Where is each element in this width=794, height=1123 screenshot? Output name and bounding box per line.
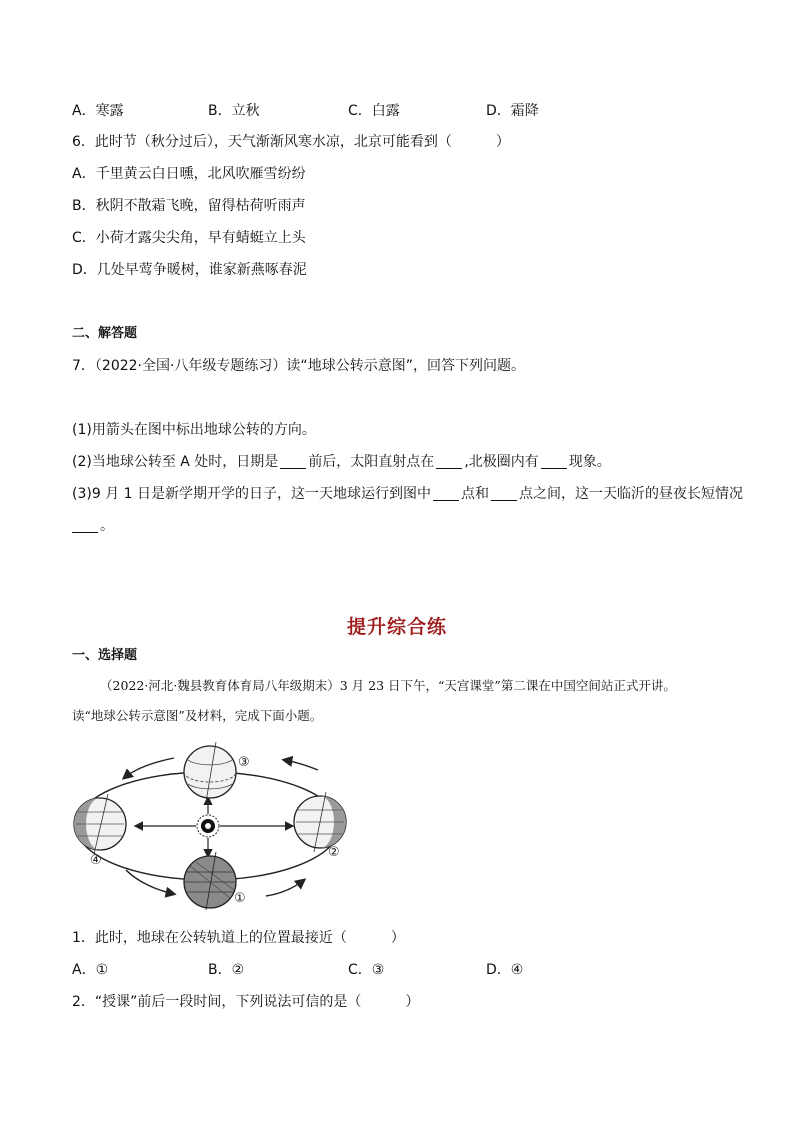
answer-blank[interactable] [72, 517, 98, 533]
q7-part1: (1)用箭头在图中标出地球公转的方向。 [72, 422, 316, 438]
q1-stem: 1．此时，地球在公转轨道上的位置最接近（ ） [72, 930, 405, 946]
orbit-arrow-icon [284, 760, 318, 770]
q1-option-c: C．③ [348, 962, 385, 978]
orbit-arrow-icon [126, 870, 174, 894]
section-title-improve: 提升综合练 [346, 616, 447, 638]
q7-part3: (3)9 月 1 日是新学期开学的日子，这一天地球运行到图中 点和 点之间，这一天临沂的昼夜长短情况 [72, 486, 743, 502]
material-line-2: 读“地球公转示意图”及材料，完成下面小题。 [72, 708, 323, 723]
answer-blank[interactable] [436, 453, 462, 469]
sun-icon [197, 815, 219, 837]
earth-globe-icon [294, 792, 346, 852]
q5-option-c: C．白露 [348, 103, 400, 119]
answer-blank[interactable] [280, 453, 306, 469]
q1-option-d: D．④ [486, 962, 524, 978]
q6-stem: 6．此时节（秋分过后），天气渐渐风寒水凉，北京可能看到（ ） [72, 134, 510, 150]
earth-revolution-diagram [66, 738, 366, 914]
answer-blank[interactable] [491, 485, 517, 501]
q5-option-b: B．立秋 [208, 103, 260, 119]
position-label-2: ② [328, 845, 340, 860]
q6-option-b: B．秋阴不散霜飞晚，留得枯荷听雨声 [72, 198, 306, 214]
q5-option-a: A．寒露 [72, 103, 124, 119]
q7-part2: (2)当地球公转至 A 处时，日期是 前后，太阳直射点在 ,北极圈内有 现象。 [72, 454, 611, 470]
position-label-4: ④ [90, 853, 102, 868]
q2-stem: 2．“授课”前后一段时间，下列说法可信的是（ ） [72, 994, 420, 1010]
q5-option-d: D．霜降 [486, 103, 539, 119]
position-label-3: ③ [238, 755, 250, 770]
earth-globe-icon [74, 794, 126, 854]
q7-part3-cont: 。 [72, 516, 114, 536]
orbit-arrow-icon [266, 880, 304, 896]
answer-blank[interactable] [433, 485, 459, 501]
q1-option-b: B．② [208, 962, 245, 978]
q6-option-d: D．几处早莺争暖树，谁家新燕啄春泥 [72, 262, 307, 278]
q1-option-a: A．① [72, 962, 109, 978]
section-heading-choice: 一、选择题 [72, 648, 138, 663]
position-label-1: ① [234, 891, 246, 906]
q7-stem: 7．（2022·全国·八年级专题练习）读“地球公转示意图”，回答下列问题。 [72, 358, 525, 374]
answer-blank[interactable] [541, 453, 567, 469]
section-heading-answer: 二、解答题 [72, 326, 138, 341]
q6-option-c: C．小荷才露尖尖角，早有蜻蜓立上头 [72, 230, 306, 246]
q6-option-a: A．千里黄云白日曛，北风吹雁雪纷纷 [72, 166, 306, 182]
material-line-1: （2022·河北·魏县教育体育局八年级期末）3 月 23 日下午，“天宫课堂”第二课在中国空间站正式开讲。 [100, 678, 676, 693]
earth-globe-icon [184, 852, 236, 910]
earth-globe-icon [184, 742, 236, 802]
